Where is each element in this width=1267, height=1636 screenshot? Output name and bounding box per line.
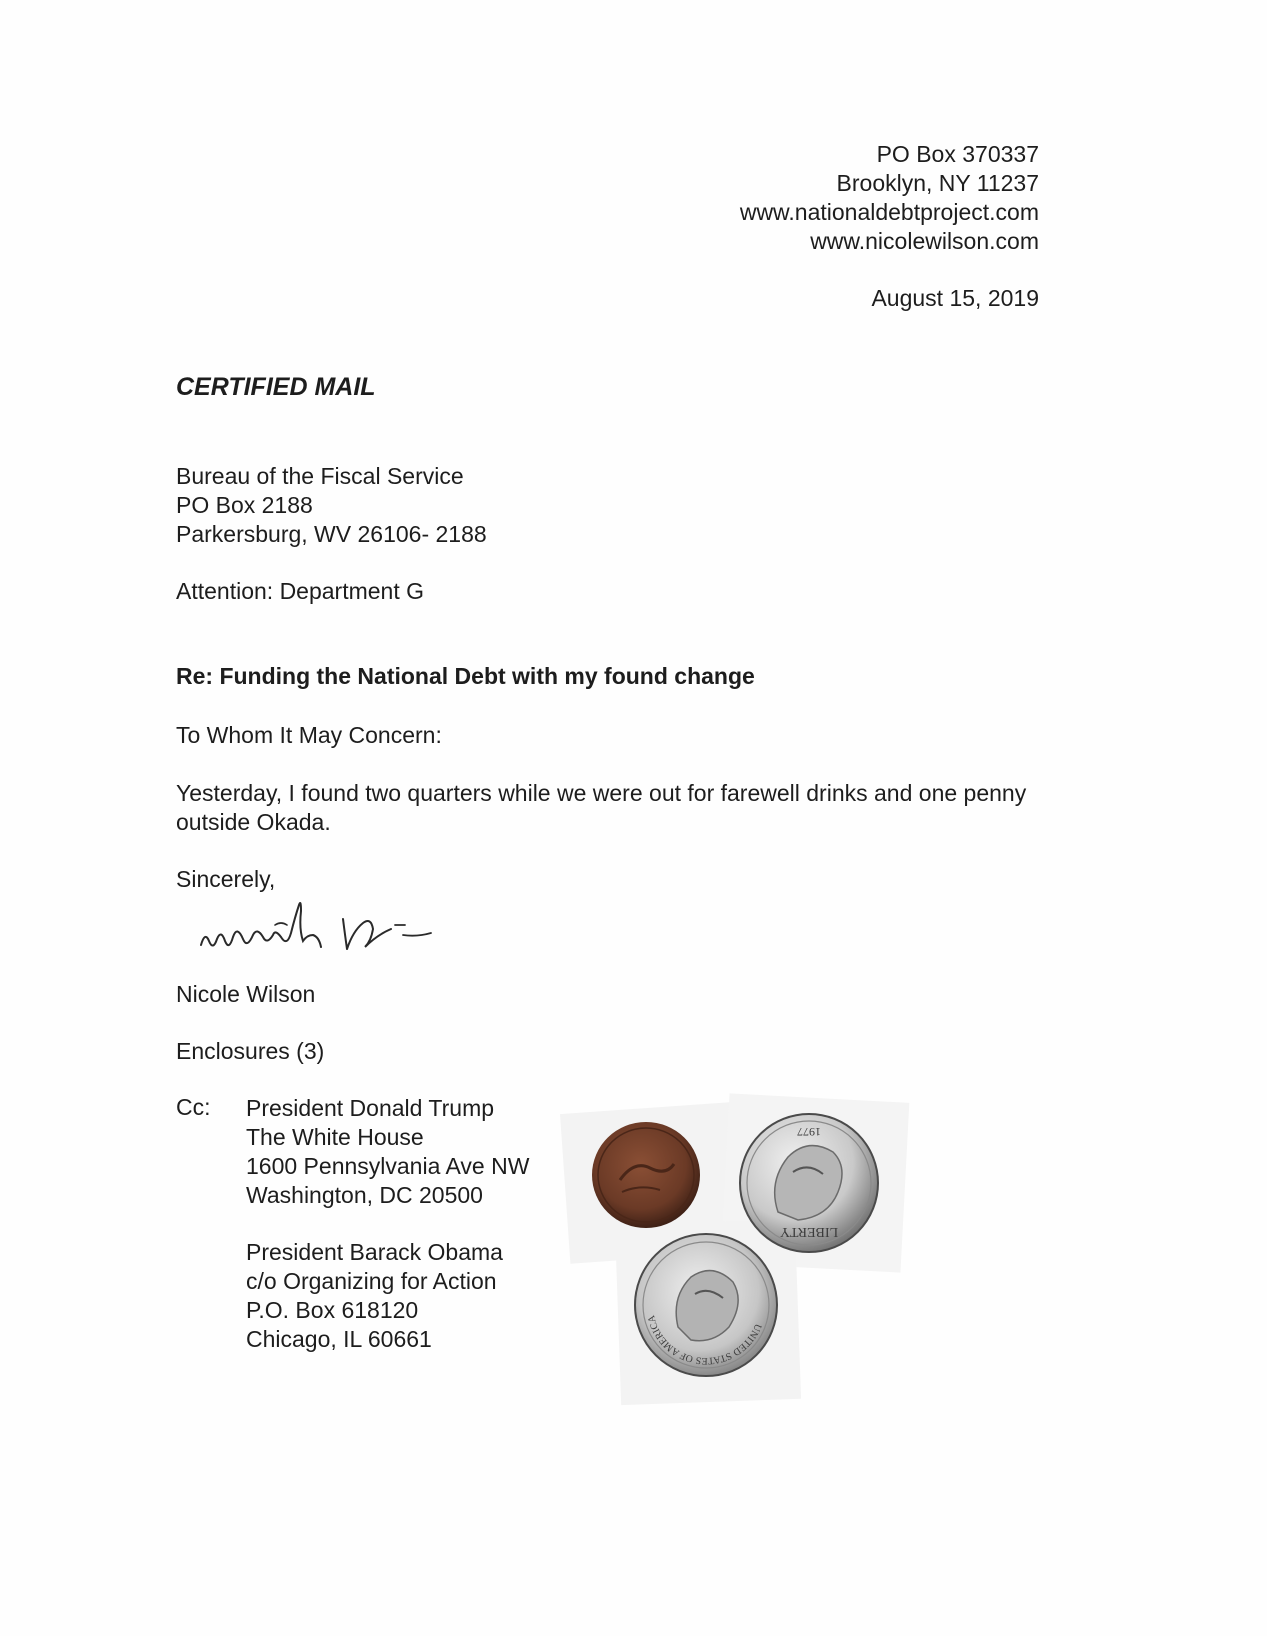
attention-line: Attention: Department G	[176, 578, 425, 604]
penny-coin	[590, 1120, 702, 1230]
sender-website-2: www.nicolewilson.com	[810, 228, 1039, 254]
recipient-city-line: Parkersburg, WV 26106- 2188	[176, 521, 487, 547]
closing: Sincerely,	[176, 866, 276, 892]
recipient-po-box: PO Box 2188	[176, 492, 313, 518]
cc-recipient-1-line1: President Donald Trump	[246, 1095, 495, 1121]
cc-recipient-1	[246, 1094, 529, 1210]
enclosures-line: Enclosures (3)	[176, 1038, 325, 1064]
quarter-coin	[633, 1232, 779, 1378]
quarter-year-text: 1977	[797, 1125, 821, 1139]
subject-line: Re: Funding the National Debt with my found change	[176, 663, 755, 689]
cc-recipient-1-line2: The White House	[246, 1124, 424, 1150]
cc-recipient-1-line3: 1600 Pennsylvania Ave NW	[246, 1153, 530, 1179]
sender-address	[740, 140, 1039, 256]
cc-recipient-2-line1: President Barack Obama	[246, 1239, 503, 1265]
quarter-liberty-text: LIBERTY	[779, 1224, 839, 1239]
sender-city-line: Brooklyn, NY 11237	[836, 170, 1039, 196]
cc-recipient-2	[246, 1238, 503, 1354]
cc-recipient-2-line3: P.O. Box 618120	[246, 1297, 419, 1323]
cc-recipient-1-line4: Washington, DC 20500	[246, 1182, 483, 1208]
letter-date: August 15, 2019	[871, 285, 1039, 311]
recipient-address	[176, 462, 487, 549]
cc-recipient-2-line4: Chicago, IL 60661	[246, 1326, 432, 1352]
certified-mail-heading: CERTIFIED MAIL	[176, 373, 376, 401]
salutation: To Whom It May Concern:	[176, 722, 442, 748]
quarter-country-text: UNITED STATES OF AMERICA	[646, 1314, 764, 1367]
cc-label: Cc:	[176, 1094, 211, 1120]
sender-po-box: PO Box 370337	[876, 141, 1039, 167]
sender-website-1: www.nationaldebtproject.com	[739, 199, 1039, 225]
recipient-name: Bureau of the Fiscal Service	[176, 463, 464, 489]
handwritten-signature	[195, 895, 455, 965]
signer-name: Nicole Wilson	[176, 981, 316, 1007]
cc-recipient-2-line2: c/o Organizing for Action	[246, 1268, 497, 1294]
letter-body: Yesterday, I found two quarters while we were out for farewell drinks and one penny outside Okada.	[176, 780, 1027, 835]
